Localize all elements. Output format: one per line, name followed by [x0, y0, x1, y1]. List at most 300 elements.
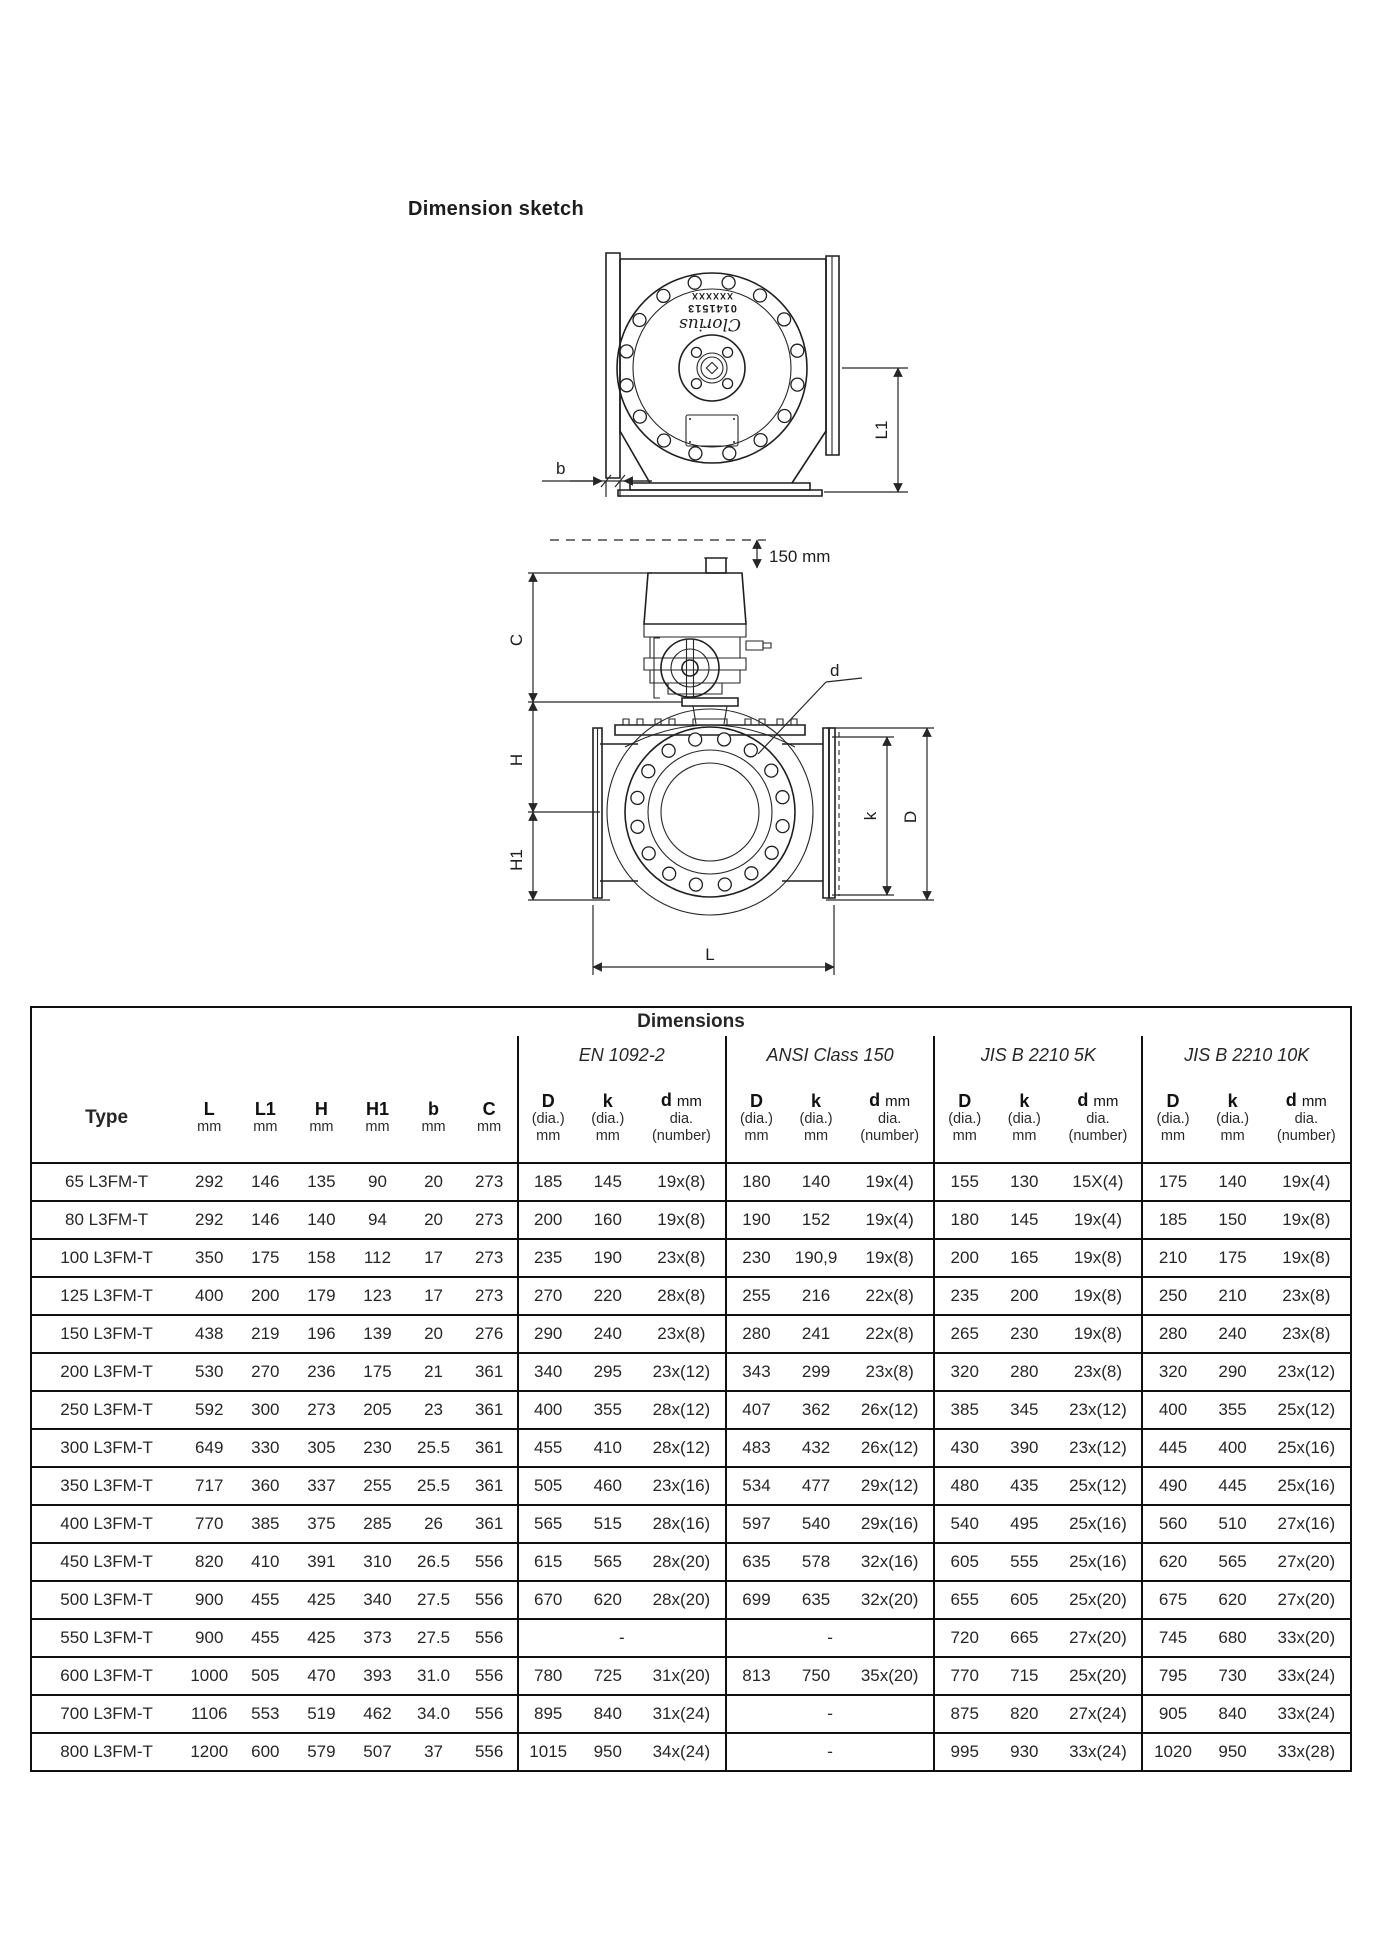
table-cell: 94	[349, 1201, 405, 1239]
table-cell: 770	[181, 1505, 237, 1543]
table-cell: 540	[786, 1505, 846, 1543]
table-cell: 23x(12)	[638, 1353, 726, 1391]
table-cell: 361	[462, 1467, 518, 1505]
table-cell: 717	[181, 1467, 237, 1505]
table-cell: 139	[349, 1315, 405, 1353]
table-cell: 230	[726, 1239, 786, 1277]
col-header-en-D: D (dia.) mm	[518, 1074, 578, 1163]
table-cell: 680	[1203, 1619, 1263, 1657]
table-cell: 605	[934, 1543, 994, 1581]
table-cell: 273	[462, 1239, 518, 1277]
table-cell: 490	[1142, 1467, 1202, 1505]
table-cell: 175	[237, 1239, 293, 1277]
flange-bolt-holes	[631, 733, 789, 891]
table-cell: 23x(12)	[1054, 1391, 1142, 1429]
col-header-L1: L1 mm	[237, 1074, 293, 1163]
table-cell: 112	[349, 1239, 405, 1277]
table-cell: 152	[786, 1201, 846, 1239]
table-cell: 361	[462, 1391, 518, 1429]
dimension-b	[542, 459, 652, 497]
table-cell: 270	[237, 1353, 293, 1391]
table-cell: 1020	[1142, 1733, 1202, 1771]
table-cell: 556	[462, 1543, 518, 1581]
table-cell: 25x(16)	[1263, 1467, 1351, 1505]
table-cell: 236	[293, 1353, 349, 1391]
table-cell: 438	[181, 1315, 237, 1353]
table-cell: 190,9	[786, 1239, 846, 1277]
table-cell: 180	[726, 1163, 786, 1201]
table-cell: 25.5	[406, 1429, 462, 1467]
table-cell: 27x(24)	[1054, 1695, 1142, 1733]
table-cell: 373	[349, 1619, 405, 1657]
table-cell: 23x(8)	[1263, 1277, 1351, 1315]
table-cell: 29x(12)	[846, 1467, 934, 1505]
table-cell: 555	[994, 1543, 1054, 1581]
table-cell: 462	[349, 1695, 405, 1733]
nameplate	[686, 415, 738, 446]
table-cell: 840	[578, 1695, 638, 1733]
table-cell: 699	[726, 1581, 786, 1619]
table-cell: 28x(20)	[638, 1581, 726, 1619]
table-cell: 23x(8)	[638, 1239, 726, 1277]
table-cell: 265	[934, 1315, 994, 1353]
table-cell: 130	[994, 1163, 1054, 1201]
table-cell: 20	[406, 1315, 462, 1353]
table-cell: 400	[181, 1277, 237, 1315]
table-cell: 34.0	[406, 1695, 462, 1733]
table-cell: 28x(8)	[638, 1277, 726, 1315]
valve-front-body	[606, 253, 839, 496]
table-cell: 800 L3FM-T	[31, 1733, 181, 1771]
table-cell: 750	[786, 1657, 846, 1695]
table-cell: 556	[462, 1657, 518, 1695]
col-header-H: H mm	[293, 1074, 349, 1163]
table-cell: 35x(20)	[846, 1657, 934, 1695]
standards-header-row	[31, 1036, 1351, 1074]
table-row	[31, 1391, 1351, 1429]
table-cell: 200	[237, 1277, 293, 1315]
table-cell: 615	[518, 1543, 578, 1581]
table-cell: 600	[237, 1733, 293, 1771]
table-cell: 597	[726, 1505, 786, 1543]
table-cell: 505	[237, 1657, 293, 1695]
table-cell: 361	[462, 1353, 518, 1391]
table-cell: 895	[518, 1695, 578, 1733]
table-cell: 250	[1142, 1277, 1202, 1315]
table-cell: 1015	[518, 1733, 578, 1771]
table-cell: 33x(24)	[1263, 1695, 1351, 1733]
table-cell: 900	[181, 1619, 237, 1657]
table-cell: 25x(16)	[1054, 1543, 1142, 1581]
col-header-ansi-D: D (dia.) mm	[726, 1074, 786, 1163]
table-cell: 26x(12)	[846, 1391, 934, 1429]
table-cell: 175	[1142, 1163, 1202, 1201]
table-cell: 23x(8)	[846, 1353, 934, 1391]
table-cell: 375	[293, 1505, 349, 1543]
table-cell: 530	[181, 1353, 237, 1391]
dim-label-l1: L1	[872, 420, 891, 440]
table-row	[31, 1277, 1351, 1315]
dim-label-c: C	[507, 633, 526, 647]
table-cell: 155	[934, 1163, 994, 1201]
table-cell: 19x(8)	[846, 1239, 934, 1277]
table-cell: 565	[1203, 1543, 1263, 1581]
table-cell: 620	[1203, 1581, 1263, 1619]
table-cell: 450 L3FM-T	[31, 1543, 181, 1581]
table-cell: 400 L3FM-T	[31, 1505, 181, 1543]
table-cell: 250 L3FM-T	[31, 1391, 181, 1429]
table-cell: 185	[1142, 1201, 1202, 1239]
table-cell: 28x(20)	[638, 1543, 726, 1581]
table-cell: 19x(8)	[1263, 1201, 1351, 1239]
table-cell: 435	[994, 1467, 1054, 1505]
table-cell: 165	[994, 1239, 1054, 1277]
table-cell: 320	[934, 1353, 994, 1391]
table-cell: 19x(4)	[846, 1163, 934, 1201]
table-cell: 620	[578, 1581, 638, 1619]
col-header-jis10k-D: D (dia.) mm	[1142, 1074, 1202, 1163]
table-cell: 900	[181, 1581, 237, 1619]
table-cell: 355	[578, 1391, 638, 1429]
table-cell: 592	[181, 1391, 237, 1429]
table-cell: 200	[518, 1201, 578, 1239]
table-cell: 445	[1142, 1429, 1202, 1467]
dimension-l	[593, 905, 834, 975]
table-cell: 31x(24)	[638, 1695, 726, 1733]
table-cell: 15X(4)	[1054, 1163, 1142, 1201]
dim-label-clearance: 150 mm	[769, 547, 831, 566]
table-cell: 430	[934, 1429, 994, 1467]
dim-label-big-d: D	[901, 810, 920, 824]
table-cell: 26.5	[406, 1543, 462, 1581]
table-cell: 280	[994, 1353, 1054, 1391]
table-cell: 300	[237, 1391, 293, 1429]
hub-bolt-holes	[691, 347, 732, 388]
table-row	[31, 1505, 1351, 1543]
table-cell: 385	[237, 1505, 293, 1543]
col-header-L: L mm	[181, 1074, 237, 1163]
table-cell: 22x(8)	[846, 1277, 934, 1315]
table-cell: 255	[349, 1467, 405, 1505]
cast-marking-2: 0141513	[687, 302, 737, 314]
table-cell: 670	[518, 1581, 578, 1619]
table-cell: 1200	[181, 1733, 237, 1771]
header-spacer	[31, 1036, 518, 1074]
table-cell: 507	[349, 1733, 405, 1771]
col-header-b: b mm	[406, 1074, 462, 1163]
table-cell: 100 L3FM-T	[31, 1239, 181, 1277]
table-cell: 995	[934, 1733, 994, 1771]
table-cell: 23x(8)	[1054, 1353, 1142, 1391]
table-cell: 219	[237, 1315, 293, 1353]
side-view-drawing	[507, 520, 1000, 1000]
table-cell: 158	[293, 1239, 349, 1277]
table-cell: 290	[518, 1315, 578, 1353]
table-cell: 190	[726, 1201, 786, 1239]
table-cell: 26	[406, 1505, 462, 1543]
table-cell: 340	[349, 1581, 405, 1619]
table-cell: 455	[518, 1429, 578, 1467]
table-cell: 725	[578, 1657, 638, 1695]
table-cell: 361	[462, 1505, 518, 1543]
table-cell: 665	[994, 1619, 1054, 1657]
dimensions-table	[30, 1006, 1352, 1772]
table-cell: 292	[181, 1201, 237, 1239]
table-cell: 28x(12)	[638, 1391, 726, 1429]
col-header-H1: H1 mm	[349, 1074, 405, 1163]
table-cell: 90	[349, 1163, 405, 1201]
table-cell: 26x(12)	[846, 1429, 934, 1467]
table-row	[31, 1201, 1351, 1239]
col-header-jis5k-d: d mm dia. (number)	[1054, 1074, 1142, 1163]
table-cell: 175	[1203, 1239, 1263, 1277]
table-cell: 565	[518, 1505, 578, 1543]
table-cell: 320	[1142, 1353, 1202, 1391]
table-cell: 385	[934, 1391, 994, 1429]
table-cell: 179	[293, 1277, 349, 1315]
table-cell: 510	[1203, 1505, 1263, 1543]
dim-label-h1: H1	[507, 849, 526, 871]
dim-label-d: d	[830, 661, 840, 680]
table-cell: 190	[578, 1239, 638, 1277]
table-cell: 649	[181, 1429, 237, 1467]
table-cell: 905	[1142, 1695, 1202, 1733]
table-cell: 1000	[181, 1657, 237, 1695]
table-cell: 700 L3FM-T	[31, 1695, 181, 1733]
table-cell: 28x(16)	[638, 1505, 726, 1543]
table-cell: 125 L3FM-T	[31, 1277, 181, 1315]
table-cell: 715	[994, 1657, 1054, 1695]
table-cell: 343	[726, 1353, 786, 1391]
table-cell: 556	[462, 1733, 518, 1771]
table-cell: 345	[994, 1391, 1054, 1429]
table-cell: 19x(8)	[638, 1201, 726, 1239]
col-header-en-d: d mm dia. (number)	[638, 1074, 726, 1163]
table-cell: 32x(20)	[846, 1581, 934, 1619]
table-row	[31, 1163, 1351, 1201]
cast-marking-1: XXXXXX	[690, 291, 734, 301]
table-cell: 560	[1142, 1505, 1202, 1543]
table-cell: 480	[934, 1467, 994, 1505]
table-cell: 235	[934, 1277, 994, 1315]
table-cell: 840	[1203, 1695, 1263, 1733]
table-cell: 200 L3FM-T	[31, 1353, 181, 1391]
table-cell: 425	[293, 1619, 349, 1657]
table-cell: 720	[934, 1619, 994, 1657]
table-cell: 534	[726, 1467, 786, 1505]
table-cell: 65 L3FM-T	[31, 1163, 181, 1201]
table-cell: 820	[994, 1695, 1054, 1733]
table-cell: 140	[293, 1201, 349, 1239]
table-cell: 27x(16)	[1263, 1505, 1351, 1543]
column-header-row	[31, 1074, 1351, 1163]
table-cell: 145	[994, 1201, 1054, 1239]
table-cell: 200	[934, 1239, 994, 1277]
table-cell: 235	[518, 1239, 578, 1277]
table-cell: 19x(4)	[1263, 1163, 1351, 1201]
group-header-jis5k: JIS B 2210 5K	[934, 1036, 1142, 1074]
table-row	[31, 1619, 1351, 1657]
table-cell: 550 L3FM-T	[31, 1619, 181, 1657]
table-cell: 200	[994, 1277, 1054, 1315]
handwheel	[654, 638, 719, 698]
dim-label-h: H	[507, 753, 526, 767]
table-cell: 27.5	[406, 1581, 462, 1619]
table-cell: 123	[349, 1277, 405, 1315]
table-cell: 350 L3FM-T	[31, 1467, 181, 1505]
table-cell: 19x(8)	[1054, 1277, 1142, 1315]
dim-label-k: k	[861, 811, 880, 821]
table-cell: 255	[726, 1277, 786, 1315]
table-cell: 813	[726, 1657, 786, 1695]
table-cell: 216	[786, 1277, 846, 1315]
col-header-jis10k-d: d mm dia. (number)	[1263, 1074, 1351, 1163]
table-cell: 290	[1203, 1353, 1263, 1391]
table-cell: 795	[1142, 1657, 1202, 1695]
table-cell: 299	[786, 1353, 846, 1391]
table-cell: 31x(20)	[638, 1657, 726, 1695]
table-cell: 150	[1203, 1201, 1263, 1239]
table-cell: 400	[1203, 1429, 1263, 1467]
table-row	[31, 1353, 1351, 1391]
dimension-l1	[824, 368, 908, 492]
col-header-en-k: k (dia.) mm	[578, 1074, 638, 1163]
brand-logo-cast: Clorius	[679, 314, 741, 334]
col-header-C: C mm	[462, 1074, 518, 1163]
table-cell: 175	[349, 1353, 405, 1391]
front-view-drawing	[540, 245, 920, 510]
table-cell: 33x(28)	[1263, 1733, 1351, 1771]
table-cell: 33x(24)	[1263, 1657, 1351, 1695]
table-cell: 425	[293, 1581, 349, 1619]
group-header-en1092: EN 1092-2	[518, 1036, 726, 1074]
table-cell: 340	[518, 1353, 578, 1391]
table-cell: 355	[1203, 1391, 1263, 1429]
table-cell: 390	[994, 1429, 1054, 1467]
table-cell: -	[518, 1619, 726, 1657]
table-cell: 241	[786, 1315, 846, 1353]
table-cell: 20	[406, 1163, 462, 1201]
table-cell: 565	[578, 1543, 638, 1581]
table-cell: 400	[1142, 1391, 1202, 1429]
table-cell: 730	[1203, 1657, 1263, 1695]
table-cell: 185	[518, 1163, 578, 1201]
valve-side-body	[593, 706, 839, 915]
table-cell: 950	[1203, 1733, 1263, 1771]
table-row	[31, 1429, 1351, 1467]
table-row	[31, 1581, 1351, 1619]
table-cell: 410	[578, 1429, 638, 1467]
table-cell: 160	[578, 1201, 638, 1239]
table-row	[31, 1543, 1351, 1581]
table-cell: 505	[518, 1467, 578, 1505]
group-header-ansi150: ANSI Class 150	[726, 1036, 934, 1074]
table-cell: 23x(12)	[1054, 1429, 1142, 1467]
table-cell: 27.5	[406, 1619, 462, 1657]
table-cell: 655	[934, 1581, 994, 1619]
page-title: Dimension sketch	[408, 198, 584, 220]
table-cell: 17	[406, 1239, 462, 1277]
table-cell: 445	[1203, 1467, 1263, 1505]
table-cell: 605	[994, 1581, 1054, 1619]
table-cell: 273	[293, 1391, 349, 1429]
col-header-type: Type	[31, 1074, 181, 1163]
table-cell: 27x(20)	[1263, 1581, 1351, 1619]
table-cell: 29x(16)	[846, 1505, 934, 1543]
table-cell: 556	[462, 1695, 518, 1733]
table-cell: 19x(8)	[1054, 1239, 1142, 1277]
table-cell: 360	[237, 1467, 293, 1505]
table-cell: 432	[786, 1429, 846, 1467]
table-cell: 31.0	[406, 1657, 462, 1695]
table-cell: 230	[349, 1429, 405, 1467]
table-cell: 230	[994, 1315, 1054, 1353]
table-cell: 34x(24)	[638, 1733, 726, 1771]
table-cell: 25x(20)	[1054, 1581, 1142, 1619]
table-cell: 500 L3FM-T	[31, 1581, 181, 1619]
col-header-ansi-k: k (dia.) mm	[786, 1074, 846, 1163]
table-cell: 180	[934, 1201, 994, 1239]
table-caption: Dimensions	[637, 1011, 745, 1032]
table-cell: 27x(20)	[1263, 1543, 1351, 1581]
table-cell: 23x(12)	[1263, 1353, 1351, 1391]
table-cell: 635	[786, 1581, 846, 1619]
table-cell: 579	[293, 1733, 349, 1771]
group-header-jis10k: JIS B 2210 10K	[1142, 1036, 1351, 1074]
table-cell: 556	[462, 1581, 518, 1619]
table-cell: 33x(24)	[1054, 1733, 1142, 1771]
table-cell: 930	[994, 1733, 1054, 1771]
table-cell: 21	[406, 1353, 462, 1391]
table-cell: 210	[1142, 1239, 1202, 1277]
dim-label-b: b	[556, 459, 566, 478]
table-cell: 556	[462, 1619, 518, 1657]
table-cell: 145	[578, 1163, 638, 1201]
table-cell: 635	[726, 1543, 786, 1581]
dimension-clearance-150mm	[550, 540, 830, 568]
table-cell: 745	[1142, 1619, 1202, 1657]
table-cell: 17	[406, 1277, 462, 1315]
table-cell: 210	[1203, 1277, 1263, 1315]
table-cell: 140	[786, 1163, 846, 1201]
table-cell: 220	[578, 1277, 638, 1315]
table-cell: 770	[934, 1657, 994, 1695]
table-cell: 470	[293, 1657, 349, 1695]
table-cell: 25x(16)	[1263, 1429, 1351, 1467]
table-row	[31, 1239, 1351, 1277]
table-cell: 22x(8)	[846, 1315, 934, 1353]
table-cell: 205	[349, 1391, 405, 1429]
col-header-jis5k-D: D (dia.) mm	[934, 1074, 994, 1163]
dimension-c-h-h1	[507, 573, 682, 900]
col-header-jis5k-k: k (dia.) mm	[994, 1074, 1054, 1163]
table-cell: 20	[406, 1201, 462, 1239]
table-cell: 135	[293, 1163, 349, 1201]
dimensions-table-body	[31, 1163, 1351, 1771]
table-cell: 27x(20)	[1054, 1619, 1142, 1657]
col-header-jis10k-k: k (dia.) mm	[1203, 1074, 1263, 1163]
table-cell: 146	[237, 1163, 293, 1201]
table-cell: 950	[578, 1733, 638, 1771]
table-cell: 780	[518, 1657, 578, 1695]
table-cell: 37	[406, 1733, 462, 1771]
table-cell: -	[726, 1695, 934, 1733]
table-cell: 393	[349, 1657, 405, 1695]
dimension-big-d	[826, 728, 934, 900]
table-cell: 280	[1142, 1315, 1202, 1353]
table-cell: 600 L3FM-T	[31, 1657, 181, 1695]
table-cell: -	[726, 1619, 934, 1657]
